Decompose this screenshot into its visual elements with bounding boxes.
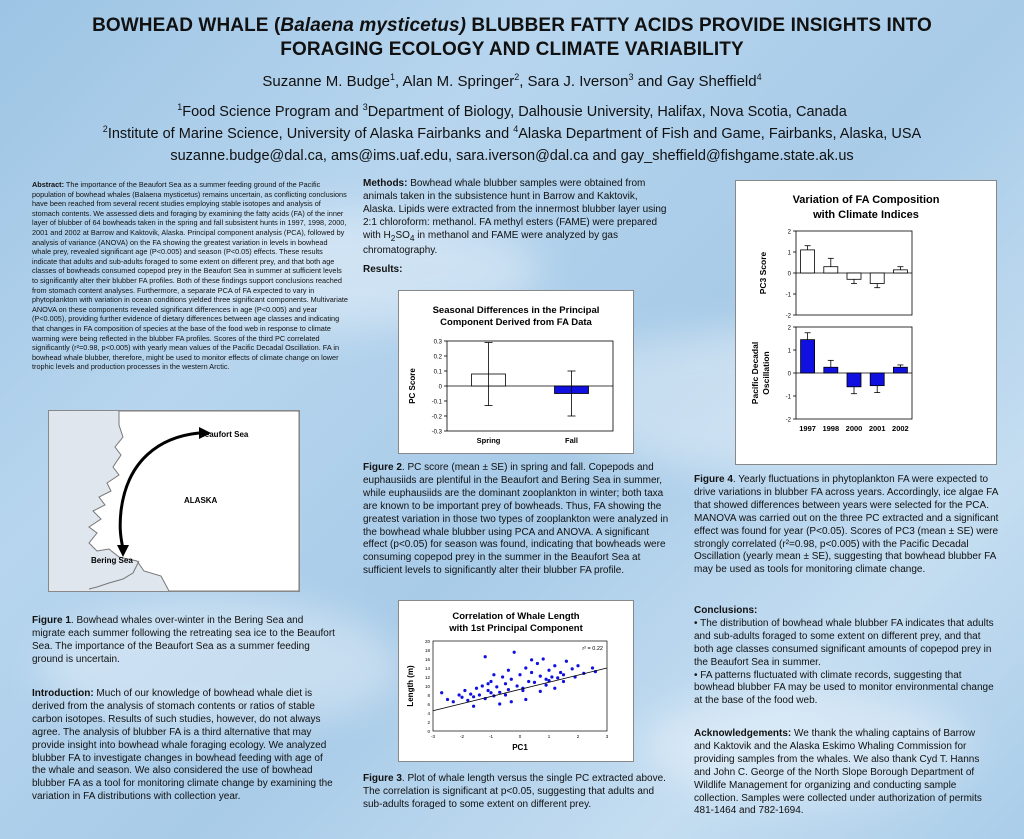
map-label-bering: Bering Sea (91, 556, 133, 565)
x-tick-label: 1997 (799, 424, 816, 433)
scatter-point (527, 680, 530, 683)
abstract (32, 180, 348, 372)
bar-2001 (870, 273, 884, 284)
title-part: BOWHEAD WHALE ( (92, 15, 281, 36)
scatter-point (507, 688, 510, 691)
bar-1997 (801, 340, 815, 373)
caption-text: . Plot of whale length versus the single PC extracted above. The correlation is significant at p<0.05, suggesting that adults and sub-adults foraged to some extent on different prey. (363, 773, 666, 810)
methods-text: in methanol and FAME were analyzed by gas chromatography. (363, 229, 618, 256)
scatter-point (530, 658, 533, 661)
x-tick-label: 3 (605, 734, 609, 739)
conclusions (694, 605, 994, 708)
title-line2: FORAGING ECOLOGY AND CLIMATE VARIABILITY (280, 39, 744, 60)
affil-text: Institute of Marine Science, University of Alaska Fairbanks and (107, 126, 514, 142)
chart-title-line2: Component Derived from FA Data (440, 317, 592, 328)
y-tick-label: 2 (427, 720, 430, 725)
bar-2000 (847, 373, 861, 387)
alaska-map (49, 411, 299, 591)
scatter-point (463, 689, 466, 692)
y-tick-label: -2 (785, 313, 791, 320)
introduction-text: Much of our knowledge of bowhead whale diet is derived from the analysis of stomach contents or ratios of stable carbon isotopes. Results of such studies, however, do not always agree. The analysis of blubber FA is a third alternative that may provide insight into bowhead whale foraging ecology. We analyzed blubber FA to investigate changes in bowhead feeding with age of the whale and season. We also considered the use of bowhead blubber FA as a tool for monitoring climate change by examining the variation in FA distributions with collection year. (32, 688, 333, 803)
abstract-text: The importance of the Beaufort Sea as a summer feeding ground of the Pacific population of bowhead whales (Balaena mysticetus) remains uncertain, as conflicting conclusions have been reached from several recent studies employing stable isotopes and analysis of stomach contents. We assessed diets and foraging by examining the fatty acids (FA) of the inner layer of blubber of 64 bowheads taken in the spring and fall subsistent hunts in 1997, 1998, 2000, 2001 and 2002 at Barrow and Kaktovik, Alaska. Principal component analysis (PCA), followed by analysis of variance (ANOVA) on the FA showing the greatest variation in levels in bowhead whale prey, revealed significant age (P<0.005) and season (P<0.05) effects. These results indicate that adults and sub-adults foraged to some extent on different prey, and that both age classes of bowheads consumed copepod prey in the Beaufort Sea in summer at sufficient levels to significantly alter their blubber FA profiles. Both of these findings support conclusions reached from stomach content analyses. Furthermore, a separate PCA of FA expected to vary in phytoplankton with variation in ocean conditions yielded three significant components. Multivariate ANOVA on these components revealed significant differences in age (P<0.005) and year (P<0.005), providing further evidence of dietary differences between age classes and indicating that changes in FA composition of species at the base of the food web in response to climate warming were being reflected in the blubber FA profiles. Scores of the third PC correlated significantly (r²=0.98, p<0.005) with yearly mean values of the Pacific Decadal Oscillation. FA in bowhead whale blubber, therefore, might be used to monitor effects of climate change on lower trophic levels and production processes in the western Arctic. (32, 180, 348, 372)
author-list (0, 73, 1024, 90)
scatter-point (495, 685, 498, 688)
y-tick-label: 2 (787, 229, 791, 236)
y-tick-label: 0 (427, 729, 430, 734)
plot-area (433, 641, 607, 731)
scatter-point (516, 684, 519, 687)
affiliation-line-2 (0, 126, 1024, 142)
scatter-point (530, 671, 533, 674)
scatter-point (501, 675, 504, 678)
abstract-label: Abstract: (32, 180, 65, 189)
y-tick-label: 0 (438, 384, 442, 391)
y-tick-label: -0.3 (431, 429, 442, 436)
methods-text: SO (395, 229, 410, 241)
scatter-point (489, 691, 492, 694)
y-tick-label: 18 (424, 648, 430, 653)
x-tick-label: 2000 (845, 424, 863, 433)
figure-4-chart (735, 180, 997, 465)
figure-3-chart (398, 600, 634, 762)
x-tick-label: 1 (547, 734, 551, 739)
figure-label: Figure 2 (363, 462, 402, 473)
caption-text: . Yearly fluctuations in phytoplankton FA were expected to drive variations in blubber FA across years. Accordingly, ice algae FA that showed differences between years were selected for the PCA. MANOVA was carried out on the three PC extracted and a significant effect was found for year (P<0.05). Scores of PC3 (mean ± SE) were strongly correlated (r²=0.98, p<0.005) with the Pacific Decadal Oscillation (yearly mean ± SE), suggesting that bowhead blubber FA may be used as tools for monitoring climate change. (694, 474, 999, 576)
affil-text: Department of Biology, Dalhousie University, Halifax, Nova Scotia, Canada (367, 104, 847, 120)
results-heading: Results: (363, 264, 403, 275)
seasonal-pc-chart (399, 291, 633, 453)
scatter-point (571, 667, 574, 670)
poster-title (0, 14, 1024, 62)
scatter-point (556, 676, 559, 679)
scatter-point (524, 666, 527, 669)
chart-title-line2: with Climate Indices (813, 209, 919, 221)
author: , Alan M. Springer (394, 73, 515, 90)
conclusions-label: Conclusions: (694, 605, 758, 616)
figure-2-caption (363, 462, 673, 578)
scatter-point (576, 664, 579, 667)
figure-1-map (48, 410, 300, 592)
scatter-point (553, 664, 556, 667)
y-tick-label: 20 (424, 639, 430, 644)
acknowledgements (694, 728, 994, 818)
title-part: BLUBBER FATTY ACIDS PROVIDE INSIGHTS INTO (466, 15, 932, 36)
scatter-point (478, 693, 481, 696)
x-tick-label: Fall (565, 436, 578, 445)
scatter-point (458, 693, 461, 696)
methods-text: Bowhead whale blubber samples were obtained from animals taken in the subsistence hunt in Barrow and Kaktovik, Alaska. Lipids were extracted from the innermost blubber layer using 2:1 chloroform: methanol. FA methyl esters (FAME) were prepared with H (363, 178, 667, 241)
conclusion-bullet: • The distribution of bowhead whale blubber FA indicates that adults and sub-adults foraged to some extent on different prey, and that both age classes consumed significant amounts of copepod prey in the Beaufort Sea in summer. (694, 617, 994, 668)
y-tick-label: -0.1 (431, 399, 442, 406)
scatter-point (472, 705, 475, 708)
scatter-point (469, 693, 472, 696)
y-tick-label: 1 (787, 250, 791, 257)
methods (363, 178, 669, 257)
y-tick-label: -0.2 (431, 414, 442, 421)
methods-label: Methods: (363, 178, 408, 189)
figure-label: Figure 3 (363, 773, 402, 784)
caption-text: . Bowhead whales over-winter in the Bering Sea and migrate each summer following the retreating sea ice to the Beaufort Sea. The importance of the Beaufort Sea as a summer feeding ground is uncertain. (32, 615, 335, 665)
scatter-point (547, 669, 550, 672)
climate-indices-chart (736, 181, 996, 464)
introduction (32, 688, 338, 804)
scatter-point (507, 669, 510, 672)
bar-1998 (824, 267, 838, 273)
figure-1-caption (32, 615, 338, 667)
figure-label: Figure 4 (694, 474, 733, 485)
chart-title-line2: with 1st Principal Component (449, 623, 583, 634)
figure-3-caption (363, 773, 669, 812)
introduction-label: Introduction: (32, 688, 94, 699)
scatter-point (562, 673, 565, 676)
length-pc1-scatter (399, 601, 633, 761)
y-axis-label: Pacific Decadal (750, 341, 760, 405)
scatter-point (565, 660, 568, 663)
subscript: 2 (390, 232, 396, 243)
figure-2-chart (398, 290, 634, 454)
scatter-point (545, 684, 548, 687)
author-sup: 1 (389, 72, 395, 82)
scatter-point (559, 671, 562, 674)
y-axis-label: PC Score (408, 368, 417, 404)
bar-2000 (847, 273, 861, 279)
bar-2002 (893, 367, 907, 373)
author: , Sara J. Iverson (519, 73, 629, 90)
x-tick-label: 2001 (868, 424, 886, 433)
affiliation-line-1 (0, 104, 1024, 120)
scatter-point (446, 698, 449, 701)
author: and Gay Sheffield (633, 73, 757, 90)
author-sup: 2 (514, 72, 520, 82)
y-tick-label: 6 (427, 702, 430, 707)
email-line: suzanne.budge@dal.ca, ams@ims.uaf.edu, sara.iverson@dal.ca and gay_sheffield@fishgame.state.ak.us (170, 148, 854, 164)
affil-text: Food Science Program and (182, 104, 363, 120)
scatter-point (504, 693, 507, 696)
x-tick-label: 2002 (892, 424, 909, 433)
scatter-point (504, 682, 507, 685)
figure-label: Figure 1 (32, 615, 71, 626)
map-label-beaufort: Beaufort Sea (199, 430, 249, 439)
scatter-point (481, 684, 484, 687)
x-tick-label: 1998 (822, 424, 840, 433)
affil-sup: 3 (362, 102, 368, 113)
scatter-point (472, 695, 475, 698)
scatter-point (591, 666, 594, 669)
subscript: 4 (409, 232, 415, 243)
scatter-point (542, 657, 545, 660)
x-tick-label: -2 (459, 734, 465, 739)
x-tick-label: 0 (518, 734, 522, 739)
author-sup: 3 (628, 72, 634, 82)
y-tick-label: 0.2 (433, 354, 442, 361)
y-axis-label: Oscillation (761, 351, 771, 395)
x-tick-label: -3 (430, 734, 436, 739)
scatter-point (533, 681, 536, 684)
r-squared-annotation: r² = 0.22 (582, 646, 603, 652)
scatter-point (484, 655, 487, 658)
scatter-point (498, 691, 501, 694)
scatter-point (562, 680, 565, 683)
scatter-point (521, 689, 524, 692)
y-tick-label: 12 (424, 675, 430, 680)
scatter-point (513, 651, 516, 654)
scatter-point (460, 696, 463, 699)
bar-1997 (801, 250, 815, 273)
acknowledgements-label: Acknowledgements: (694, 728, 792, 739)
x-tick-label: Spring (476, 436, 501, 445)
y-tick-label: 10 (424, 684, 430, 689)
y-tick-label: 0 (787, 271, 791, 278)
y-tick-label: 16 (424, 657, 430, 662)
bar-1998 (824, 367, 838, 373)
scatter-point (440, 691, 443, 694)
conclusion-bullet: • FA patterns fluctuated with climate records, suggesting that bowhead blubber FA may be used to monitor environmental change at the base of the food web. (694, 669, 994, 707)
affil-text: Alaska Department of Fish and Game, Fairbanks, Alaska, USA (518, 126, 922, 142)
bar-2001 (870, 373, 884, 386)
y-tick-label: 14 (424, 666, 430, 671)
scatter-point (539, 675, 542, 678)
scatter-point (536, 662, 539, 665)
y-axis-label: PC3 Score (758, 251, 768, 295)
bar-2002 (893, 270, 907, 273)
scatter-point (550, 675, 553, 678)
scatter-point (487, 682, 490, 685)
acknowledgements-text: We thank the whaling captains of Barrow and Kaktovik and the Alaska Eskimo Whaling Commission for providing samples from the whales. We also thank Cyd T. Hanns and John C. George of the North Slope Borough Department of Wildlife Management for organizing and conducting sample collection. Samples were collected under authorization of permits 481-1464 and 782-1694. (694, 728, 982, 817)
caption-text: . PC score (mean ± SE) in spring and fall. Copepods and euphausiids are plentiful in the Beaufort and Bering Sea in summer, while euphausiids are the dominant zooplankton in winter; both taxa are known to be important prey of bowheads. Thus, FA showing the greatest variation in those two types of zooplankton were analyzed in the bowhead whale blubber using PCA and ANOVA. A significant effect (p<0.05) for season was found, indicating that bowheads were consuming copepod prey in the summer in the Beaufort Sea at sufficient levels to significantly alter their blubber FA profile. (363, 462, 669, 577)
scatter-point (475, 687, 478, 690)
y-tick-label: -1 (785, 394, 791, 401)
chart-title-line1: Correlation of Whale Length (452, 611, 580, 622)
scatter-point (553, 687, 556, 690)
x-tick-label: 2 (576, 734, 580, 739)
title-species: Balaena mysticetus) (280, 15, 467, 36)
scatter-point (510, 700, 513, 703)
scatter-point (518, 673, 521, 676)
y-axis-label: Length (m) (406, 665, 415, 707)
x-tick-label: -1 (488, 734, 494, 739)
author-sup: 4 (756, 72, 762, 82)
y-tick-label: 2 (787, 325, 791, 332)
y-tick-label: -2 (785, 417, 791, 424)
y-tick-label: 0.1 (433, 369, 442, 376)
scatter-point (492, 673, 495, 676)
scatter-point (498, 702, 501, 705)
chart-title-line1: Variation of FA Composition (792, 194, 940, 206)
y-tick-label: -1 (785, 292, 791, 299)
scatter-point (524, 698, 527, 701)
y-tick-label: 4 (427, 711, 430, 716)
y-tick-label: 0 (787, 371, 791, 378)
author: Suzanne M. Budge (262, 73, 390, 90)
map-label-alaska: ALASKA (184, 496, 218, 505)
scatter-point (545, 678, 548, 681)
y-tick-label: 1 (787, 348, 791, 355)
affil-sup: 4 (513, 124, 519, 135)
affil-sup: 1 (177, 102, 183, 113)
y-tick-label: 0.3 (433, 339, 442, 346)
figure-4-caption (694, 474, 1004, 577)
scatter-point (452, 700, 455, 703)
scatter-point (510, 678, 513, 681)
scatter-point (489, 680, 492, 683)
affil-sup: 2 (102, 124, 108, 135)
x-axis-label: PC1 (512, 743, 528, 752)
y-tick-label: 8 (427, 693, 430, 698)
scatter-point (487, 689, 490, 692)
scatter-point (539, 690, 542, 693)
chart-title-line1: Seasonal Differences in the Principal (432, 305, 600, 316)
